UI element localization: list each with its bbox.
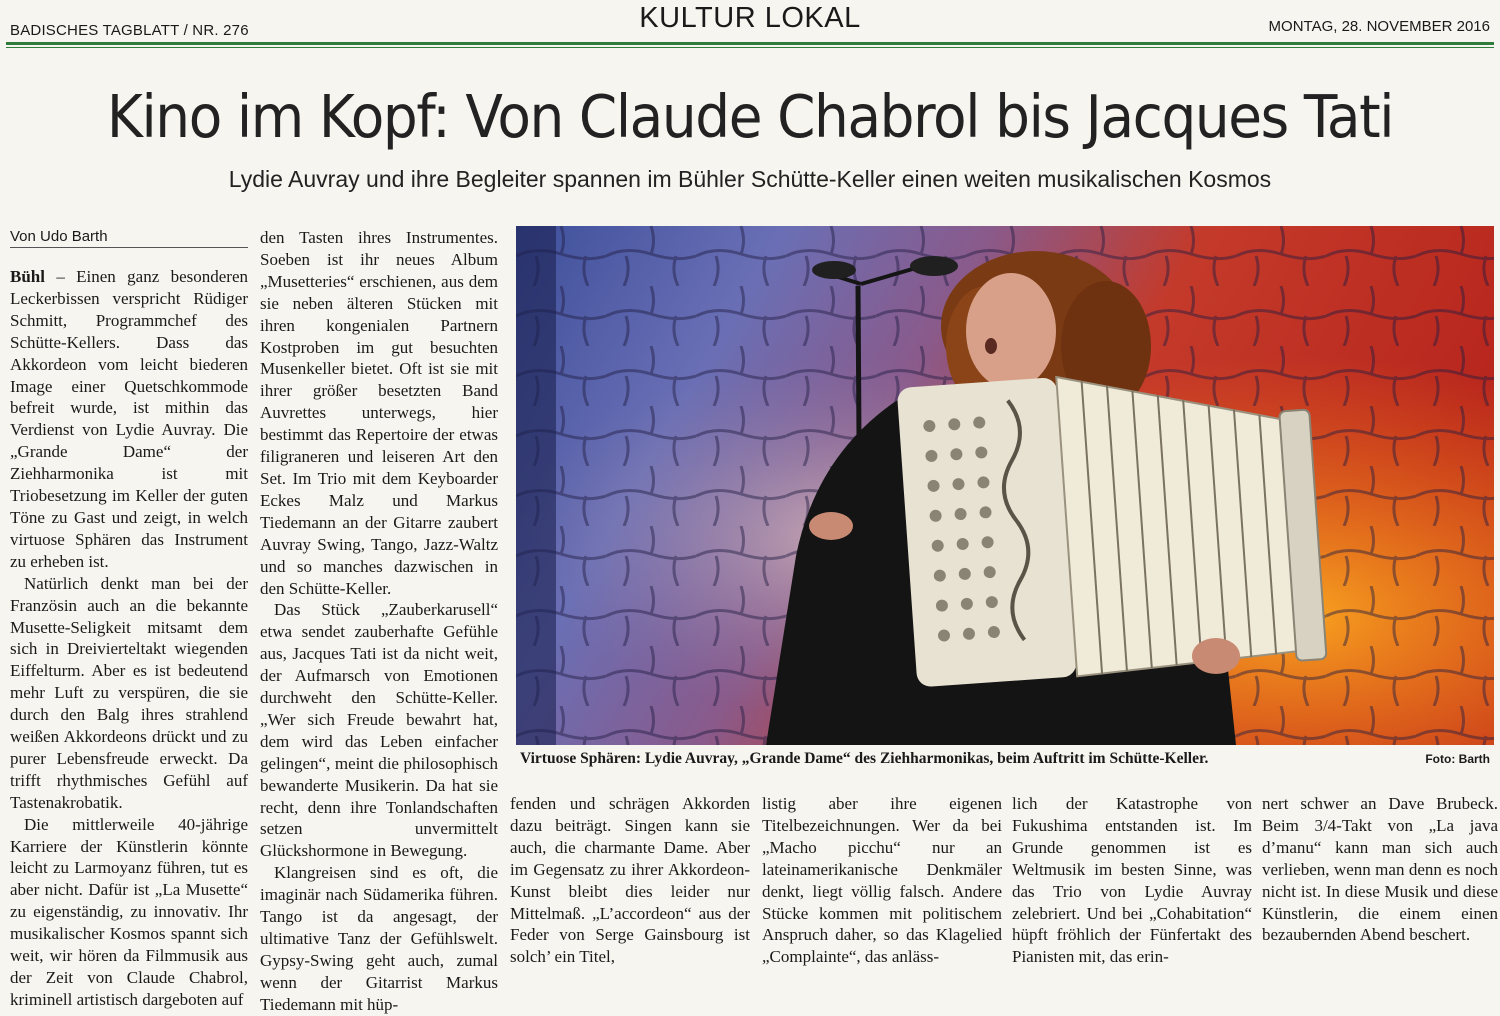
text-column-2 (260, 227, 498, 1016)
paragraph: listig aber ihre eigenen Titelbezeichnungen. Wer da bei „Macho picchu“ nur an lateinamerikanische Denkmäler denkt, liegt völlig falsch. Andere Stücke kommen mit politischem Anspruch daher, so das Klagelied „Complainte“, das anläss- (762, 794, 1002, 967)
paragraph (10, 266, 248, 573)
paragraph: fenden und schrägen Akkorden dazu beiträgt. Singen kann sie auch, die charmante Dame. Aber im Gegensatz zu ihrer Akkordeon-Kunst bleibt dies leider nur Mittelmaß. „L’accordeon“ aus der Feder von Serge Gainsbourg ist solch’ ein Titel, (510, 794, 750, 967)
paragraph: nert schwer an Dave Brubeck. Beim 3/4-Takt von „La java d’manu“ kann man sich auch verlieben, wenn man denn es noch nicht ist. In diese Musik und diese Künstlerin, die einem einen bezaubernden Abend beschert. (1262, 794, 1498, 945)
article-author: Von Udo Barth (10, 228, 108, 245)
dateline-place: Bühl (10, 267, 45, 286)
concert-photo-illustration (516, 226, 1494, 745)
article-subheadline: Lydie Auvray und ihre Begleiter spannen im Bühler Schütte-Keller einen weiten musikalischen Kosmos (228, 166, 1272, 192)
photo-caption: Virtuose Sphären: Lydie Auvray, „Grande Dame“ des Ziehharmonikas, beim Auftritt im Schütte-Keller. (520, 750, 1209, 767)
issue-date: MONTAG, 28. NOVEMBER 2016 (1268, 18, 1490, 35)
text-column-3 (510, 793, 750, 968)
paragraph: Das Stück „Zauberkarusell“ etwa sendet zauberhafte Gefühle aus, Jacques Tati ist da nicht weit, der Aufmarsch von Emotionen durchweht den Schütte-Keller. „Wer sich Freude bewahrt hat, dem wird das Leben einfacher gelingen“, meint die philosophisch bewanderte Musikerin. Da hat sie recht, denn ihre Tonlandschaften setzen unvermittelt Glückshormone in Bewegung. (260, 600, 498, 861)
text-column-4 (762, 793, 1002, 968)
text-column-5 (1012, 793, 1252, 968)
text-column-6 (1262, 793, 1498, 946)
paragraph: Natürlich denkt man bei der Französin auch an die bekannte Musette-Seligkeit mitsamt dem sich in Dreivierteltakt wiegenden Eiffelturm. Aber es ist bedeutend mehr Luft zu verspüren, die sie durch den Balg ihres strahlend weißen Akkordeons drückt und zu purer Lebensfreude erweckt. Da trifft rhythmisches Gefühl auf Tastenakrobatik. (10, 573, 248, 812)
paragraph: Die mittlerweile 40-jährige Karriere der Künstlerin könnte leicht zu Larmoyanz führen, tut es aber nicht. Dafür ist „La Musette“ zu eigenständig, zu innovativ. Ihr musikalischer Kosmos spannt sich weit, wir hören da Filmmusik aus der Zeit von Claude Chabrol, kriminell artistisch dargeboten auf (10, 814, 248, 1009)
header-rule (6, 42, 1494, 45)
paragraph: lich der Katastrophe von Fukushima entstanden ist. Im Grunde genommen ist es Weltmusik im besten Sinne, was das Trio von Lydie Auvray zelebriert. Und bei „Cohabitation“ hüpft fröhlich der Fünfertakt des Pianisten mit, das erin- (1012, 794, 1252, 967)
newspaper-masthead-left: BADISCHES TAGBLATT / NR. 276 (10, 22, 249, 39)
concert-photo (516, 226, 1494, 745)
text-column-1 (10, 266, 248, 1011)
photo-credit: Foto: Barth (1425, 752, 1490, 766)
header-rule-thin (6, 47, 1494, 48)
article-headline: Kino im Kopf: Von Claude Chabrol bis Jacques Tati (106, 82, 1394, 151)
paragraph-text: – Einen ganz besonderen Leckerbissen verspricht Rüdiger Schmitt, Programmchef des Schütte-Kellers. Dass das Akkordeon vom leicht biederen Image einer Quetschkommode befreit wurde, ist mithin das Verdienst von Lydie Auvray. Die „Grande Dame“ der Ziehharmonika ist mit Triobesetzung im Keller der guten Töne zu Gast und zeigt, in welch virtuose Sphären das Instrument zu erheben ist. (10, 267, 248, 571)
paragraph: Klangreisen sind es oft, die imaginär nach Südamerika führen. Tango ist da angesagt, der ultimative Tanz der Gefühlswelt. Gypsy-Swing geht auch, zumal wenn der Gitarrist Markus Tiedemann mit hüp- (260, 863, 498, 1014)
author-rule (10, 247, 248, 248)
section-title: KULTUR LOKAL (639, 2, 861, 34)
paragraph: den Tasten ihres Instrumentes. Soeben ist ihr neues Album „Musetteries“ erschienen, aus dem sie neben älteren Stücken mit ihren kongenialen Partnern Kostproben im gut besuchten Musenkeller bietet. Oft ist sie mit ihrer größer besetzten Band Auvrettes unterwegs, hier bestimmt das Repertoire der etwas filigraneren und leiseren Art den Set. Im Trio mit dem Keyboarder Eckes Malz und Markus Tiedemann an der Gitarre zaubert Auvray Swing, Tango, Jazz-Waltz und so manches dazwischen in den Schütte-Keller. (260, 228, 498, 598)
